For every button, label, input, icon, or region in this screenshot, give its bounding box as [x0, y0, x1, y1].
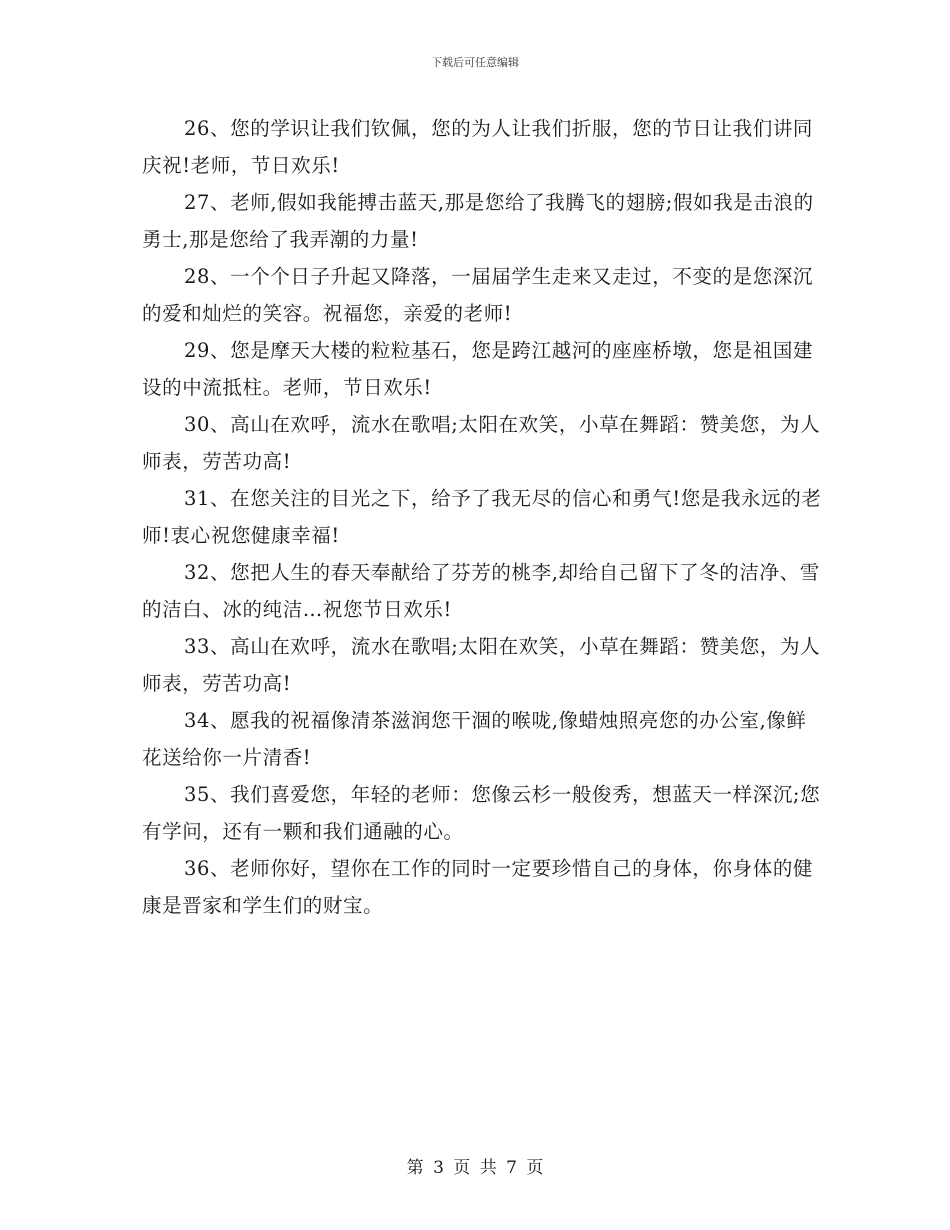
- paragraph-34: 34、愿我的祝福像清茶滋润您干涸的喉咙,像蜡烛照亮您的办公室,像鲜花送给你一片清香!: [142, 709, 807, 769]
- page-number: 第 3 页 共 7 页: [406, 1158, 544, 1178]
- paragraph-28: 28、一个个日子升起又降落，一届届学生走来又走过，不变的是您深沉的爱和灿烂的笑容。祝福您，亲爱的老师!: [142, 265, 814, 325]
- paragraph-26: 26、您的学识让我们钦佩，您的为人让我们折服，您的节日让我们讲同庆祝!老师，节日欢乐!: [142, 117, 814, 177]
- paragraph-30: 30、高山在欢呼，流水在歌唱;太阳在欢笑，小草在舞蹈：赞美您，为人师表，劳苦功高!: [142, 413, 821, 473]
- paragraph-31: 31、在您关注的目光之下，给予了我无尽的信心和勇气!您是我永远的老师!衷心祝您健康幸福!: [142, 487, 822, 547]
- paragraph-36: 36、老师你好，望你在工作的同时一定要珍惜自己的身体，你身体的健康是晋家和学生们的财宝。: [142, 857, 814, 917]
- page-header: 下载后可任意编辑: [431, 56, 519, 69]
- paragraph-27: 27、老师,假如我能搏击蓝天,那是您给了我腾飞的翅膀;假如我是击浪的勇士,那是您给了我弄潮的力量!: [142, 191, 814, 251]
- paragraph-29: 29、您是摩天大楼的粒粒基石，您是跨江越河的座座桥墩，您是祖国建设的中流抵柱。老师，节日欢乐!: [142, 339, 814, 399]
- document-body: [142, 110, 822, 924]
- paragraph-32: 32、您把人生的春天奉献给了芬芳的桃李,却给自己留下了冬的洁净、雪的洁白、冰的纯洁…祝您节日欢乐!: [142, 561, 820, 621]
- paragraph-35: 35、我们喜爱您，年轻的老师：您像云杉一般俊秀，想蓝天一样深沉;您有学问，还有一颗和我们通融的心。: [142, 783, 821, 843]
- paragraph-33: 33、高山在欢呼，流水在歌唱;太阳在欢笑，小草在舞蹈：赞美您，为人师表，劳苦功高!: [142, 635, 821, 695]
